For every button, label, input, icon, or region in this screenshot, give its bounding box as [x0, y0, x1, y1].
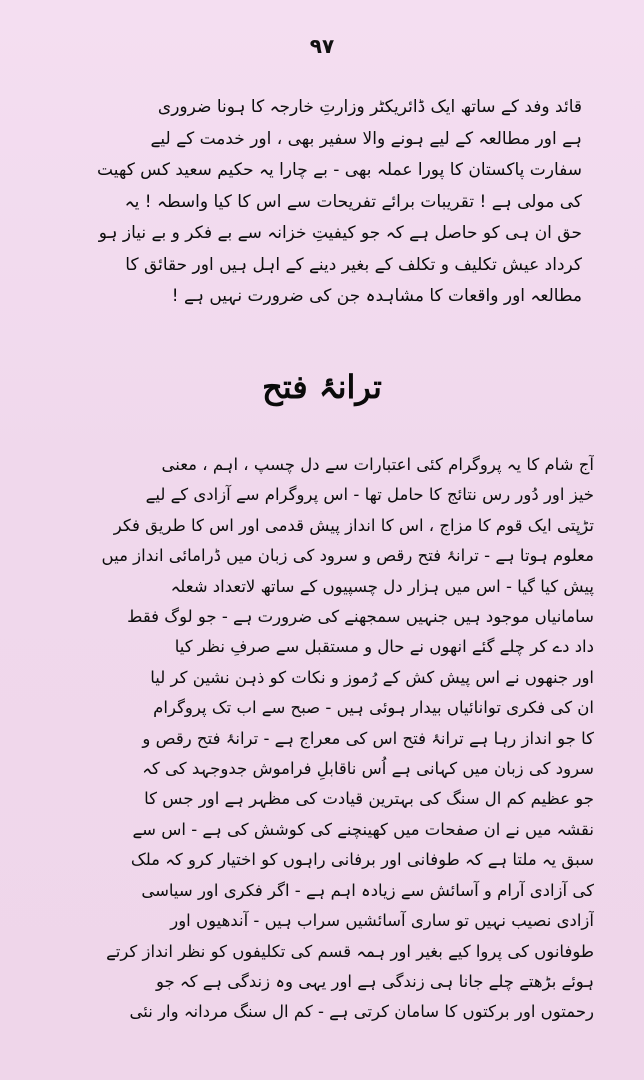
text-line: معلوم ہوتا ہے - ترانۂ فتح رقص و سرود کی زبان میں ڈرامائی انداز میں	[101, 546, 594, 566]
page-number: ۹۷	[309, 34, 335, 58]
text-line: کا جو انداز رہا ہے ترانۂ فتح اس کی معراج ہے - ترانۂ فتح رقص و	[142, 728, 594, 748]
text-line: ہوئے بڑھتے چلے جانا ہی زندگی ہے اور یہی وہ زندگی ہے کہ جو	[155, 971, 594, 991]
text-line: سرود کی زبان میں کہانی ہے اُس ناقابلِ فراموش جدوجہد کی کہ	[142, 759, 594, 779]
text-line: سبق یہ ملتا ہے کہ طوفانی اور برفانی راہوں کو اختیار کرو کہ ملک	[130, 850, 594, 870]
text-line: کرداد عیش تکلیف و تکلف کے بغیر دینے کے اہل ہیں اور حقائق کا	[125, 254, 582, 275]
text-line: پیش کیا گیا - اس میں ہزار دل چسپیوں کے ساتھ لاتعداد شعلہ	[170, 576, 594, 596]
text-line: مطالعہ اور واقعات کا مشاہدہ جن کی ضرورت نہیں ہے !	[171, 286, 582, 306]
text-line: سفارت پاکستان کا پورا عملہ بھی - بے چارا یہ حکیم سعید کس کھیت	[97, 160, 582, 180]
text-line: ان کی فکری توانائیاں بیدار ہوئی ہیں - صبح سے اب تک پروگرام	[153, 698, 594, 718]
text-line: تڑپتی ایک قوم کا مزاج ، اس کا انداز پیش قدمی اور اس کا طریق فکر	[113, 515, 594, 535]
text-line: نقشہ میں نے ان صفحات میں کھینچنے کی کوشش کی ہے - اس سے	[132, 819, 594, 839]
section-heading: ترانۂ فتح	[262, 368, 382, 406]
text-line: سامانیاں موجود ہیں جنہیں سمجھنے کی ضرورت ہے - جو لوگ فقط	[127, 607, 594, 627]
text-line: کی آزادی آرام و آسائش سے زیادہ اہم ہے - اگر فکری اور سیاسی	[141, 880, 594, 900]
text-line: اور جنھوں نے اس پیش کش کے رُموز و نکات کو ذہن نشین کر لیا	[150, 667, 594, 687]
text-line: کی مولی ہے ! تقریبات برائے تفریحات سے اس کا کیا واسطہ ! یہ	[124, 191, 582, 212]
text-line: حق ان ہی کو حاصل ہے کہ جو کیفیتِ خزانہ سے بے فکر و بے نیاز ہو	[98, 223, 582, 243]
text-line: طوفانوں کی پروا کیے بغیر اور ہمہ قسم کی تکلیفوں کو نظر انداز کرتے	[106, 941, 594, 961]
intro-paragraph	[52, 92, 582, 313]
text-line: آزادی نصیب نہیں تو ساری آسائشیں سراب ہیں - آندھیوں اور	[170, 911, 594, 931]
text-line: آج شام کا یہ پروگرام کئی اعتبارات سے دل چسپ ، اہم ، معنی	[161, 455, 594, 474]
text-line: ہے اور مطالعہ کے لیے ہونے والا سفیر بھی ، اور خدمت کے لیے	[150, 128, 582, 149]
text-line: خیز اور دُور رس نتائج کا حامل تھا - اس پروگرام سے آزادی کے لیے	[145, 485, 594, 505]
text-line: جو عظیم کم ال سنگ کی بہترین قیادت کی مظہر ہے اور جس کا	[144, 789, 594, 809]
text-line: رحمتوں اور برکتوں کا سامان کرتی ہے - کم ال سنگ مردانہ وار نئی	[129, 1002, 594, 1022]
body-paragraph	[46, 450, 594, 1028]
text-line: داد دے کر چلے گئے انھوں نے حال و مستقبل سے صرفِ نظر کیا	[174, 637, 594, 657]
text-line: قائد وفد کے ساتھ ایک ڈائریکٹر وزارتِ خارجہ کا ہونا ضروری	[157, 97, 582, 117]
